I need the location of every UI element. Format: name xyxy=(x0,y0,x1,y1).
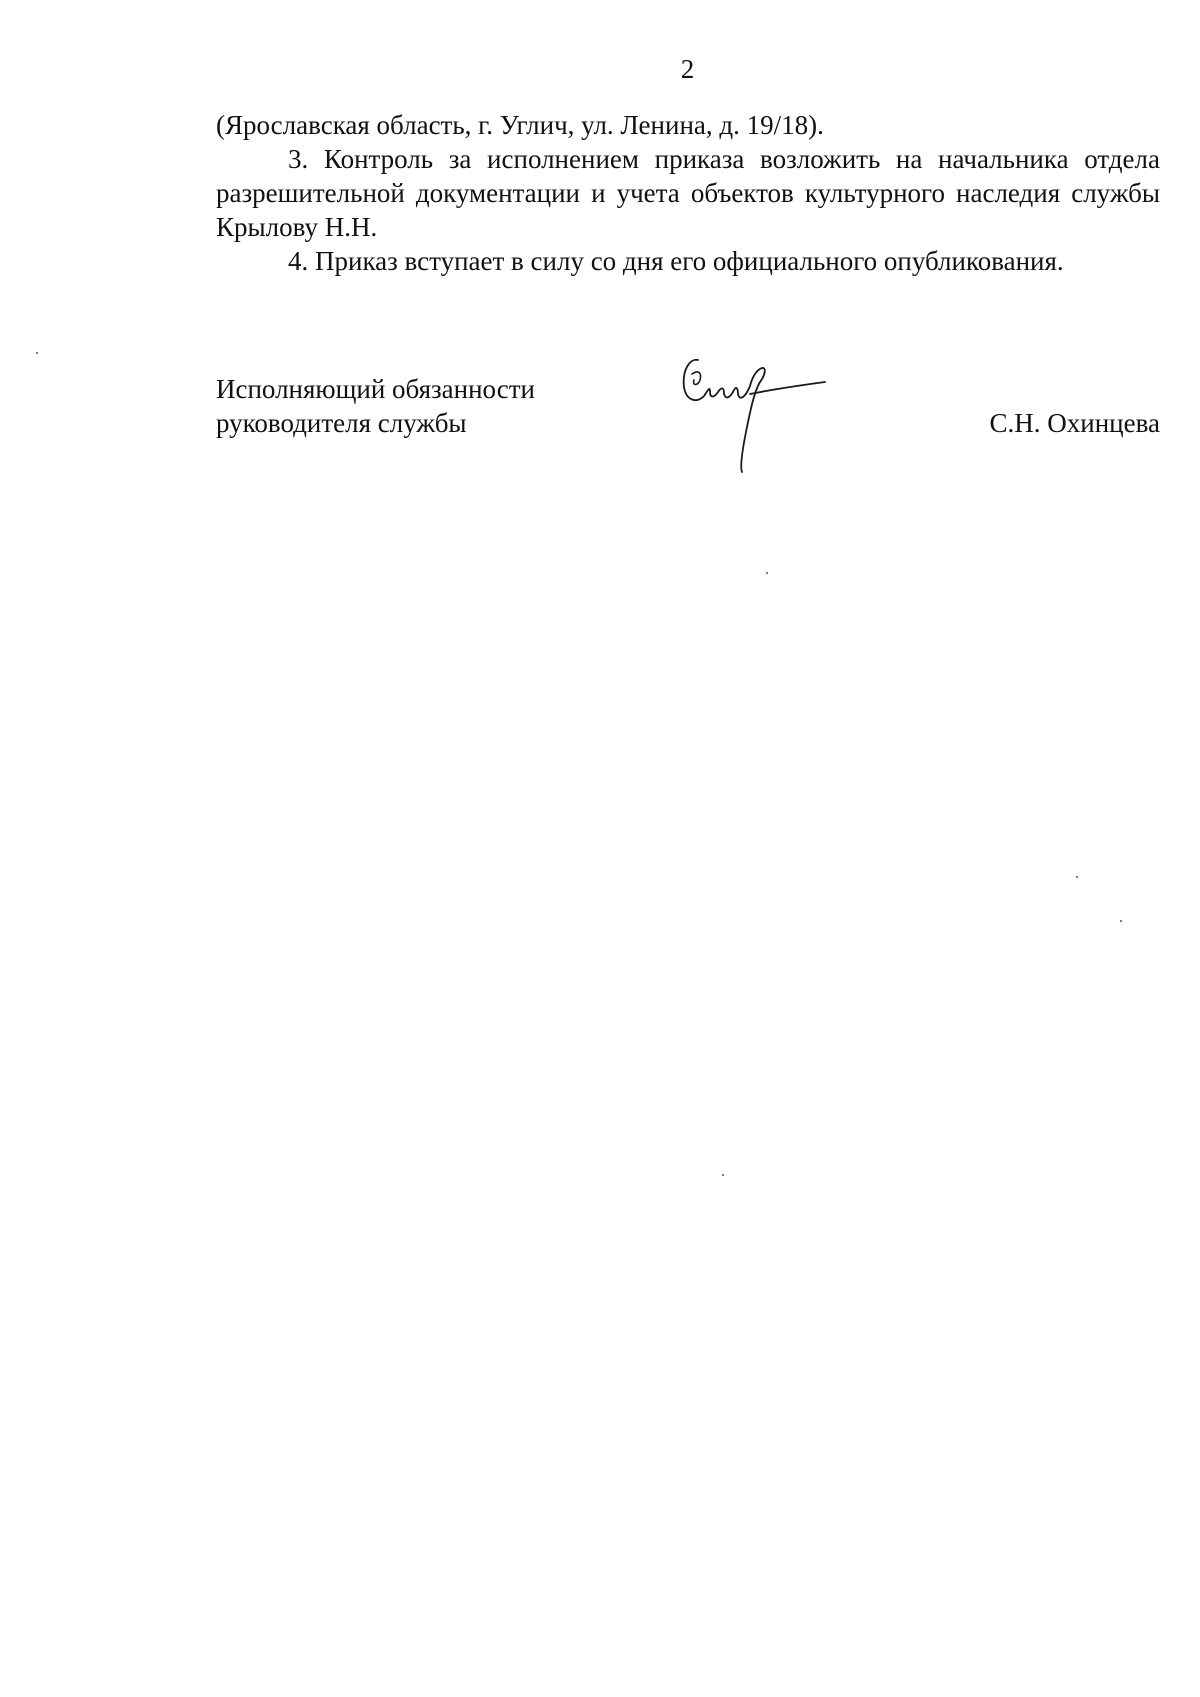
scan-speck xyxy=(766,572,768,574)
order-item-4: 4. Приказ вступает в силу со дня его официального опубликования. xyxy=(288,246,1064,276)
order-item-3: 3. Контроль за исполнением приказа возложить на начальника отдела разрешительной документации и учета объектов культурного наследия службы Крылову Н.Н. xyxy=(216,144,1160,242)
signatory-position-line-1: Исполняющий обязанности xyxy=(216,374,535,404)
page-number: 2 xyxy=(680,54,695,84)
scan-speck xyxy=(722,1174,724,1176)
scan-speck xyxy=(1120,920,1122,922)
handwritten-signature xyxy=(680,352,850,477)
scan-speck xyxy=(36,352,38,354)
scan-speck xyxy=(1076,876,1078,878)
signatory-position-line-2: руководителя службы xyxy=(216,408,467,438)
signatory-position xyxy=(216,372,535,440)
signatory-name: С.Н. Охинцева xyxy=(989,408,1160,438)
continued-address-line: (Ярославская область, г. Углич, ул. Ленина, д. 19/18). xyxy=(216,110,824,140)
